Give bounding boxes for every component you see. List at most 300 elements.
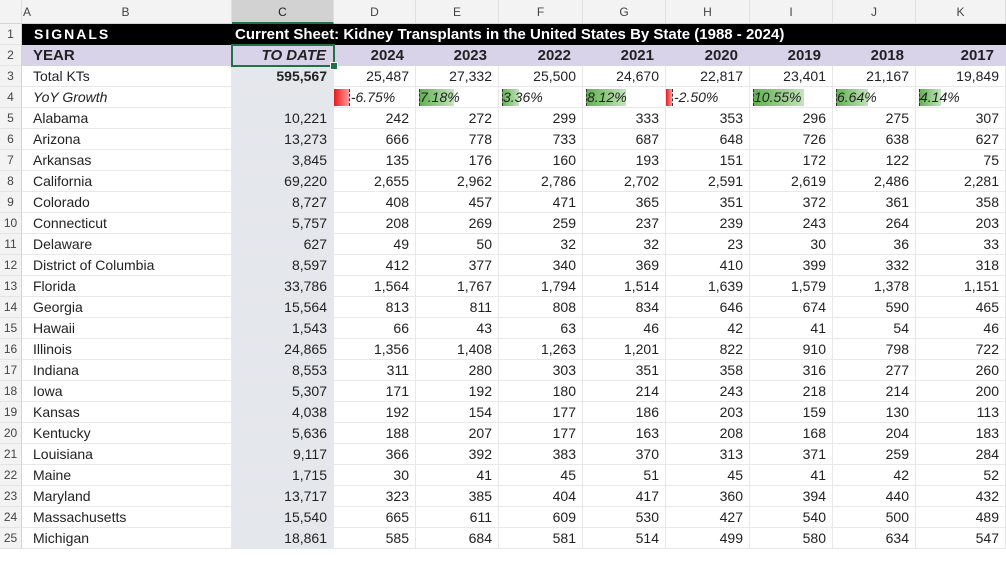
state-year-value[interactable]: 2,486 xyxy=(833,171,916,192)
row-number[interactable]: 3 xyxy=(0,66,22,87)
state-year-value[interactable]: 66 xyxy=(334,318,416,339)
state-year-value[interactable]: 163 xyxy=(583,423,666,444)
state-year-value[interactable]: 581 xyxy=(499,528,583,549)
row-number[interactable]: 12 xyxy=(0,255,22,276)
state-year-value[interactable]: 303 xyxy=(499,360,583,381)
state-year-value[interactable]: 394 xyxy=(750,486,833,507)
state-to-date[interactable]: 69,220 xyxy=(232,171,334,192)
row-number[interactable]: 10 xyxy=(0,213,22,234)
growth-percent: -6.75% xyxy=(350,89,396,105)
state-to-date[interactable]: 8,597 xyxy=(232,255,334,276)
state-year-value[interactable]: 499 xyxy=(666,528,750,549)
state-year-value[interactable]: 366 xyxy=(334,444,416,465)
state-to-date[interactable]: 24,865 xyxy=(232,339,334,360)
state-year-value[interactable]: 333 xyxy=(583,108,666,129)
state-year-value[interactable]: 42 xyxy=(666,318,750,339)
state-to-date[interactable]: 8,727 xyxy=(232,192,334,213)
state-name[interactable]: Georgia xyxy=(22,297,232,318)
state-year-value[interactable]: 465 xyxy=(916,297,1006,318)
row-number[interactable]: 9 xyxy=(0,192,22,213)
state-year-value[interactable]: 646 xyxy=(666,297,750,318)
state-year-value[interactable]: 177 xyxy=(499,423,583,444)
state-year-value[interactable]: 722 xyxy=(916,339,1006,360)
state-year-value[interactable]: 1,794 xyxy=(499,276,583,297)
year-label: YEAR xyxy=(22,45,232,66)
state-year-value[interactable]: 168 xyxy=(750,423,833,444)
state-year-value[interactable]: 41 xyxy=(750,318,833,339)
state-year-value[interactable]: 2,619 xyxy=(750,171,833,192)
state-year-value[interactable]: 172 xyxy=(750,150,833,171)
state-year-value[interactable]: 726 xyxy=(750,129,833,150)
state-year-value[interactable]: 371 xyxy=(750,444,833,465)
state-year-value[interactable]: 122 xyxy=(833,150,916,171)
state-year-value[interactable]: 277 xyxy=(833,360,916,381)
state-year-value[interactable]: 43 xyxy=(416,318,499,339)
state-year-value[interactable]: 778 xyxy=(416,129,499,150)
state-name[interactable]: California xyxy=(22,171,232,192)
state-year-value[interactable]: 42 xyxy=(833,465,916,486)
total-value[interactable]: 22,817 xyxy=(666,66,750,87)
state-year-value[interactable]: 208 xyxy=(334,213,416,234)
state-year-value[interactable]: 30 xyxy=(334,465,416,486)
sheet-row-22 xyxy=(0,465,1006,486)
state-year-value[interactable]: 383 xyxy=(499,444,583,465)
state-year-value[interactable]: 36 xyxy=(833,234,916,255)
state-name[interactable]: Arkansas xyxy=(22,150,232,171)
state-year-value[interactable]: 113 xyxy=(916,402,1006,423)
state-year-value[interactable]: 674 xyxy=(750,297,833,318)
sheet-row-10 xyxy=(0,213,1006,234)
state-name[interactable]: Maine xyxy=(22,465,232,486)
state-year-value[interactable]: 500 xyxy=(833,507,916,528)
state-name[interactable]: Florida xyxy=(22,276,232,297)
year-header[interactable]: 2022 xyxy=(499,45,583,66)
state-year-value[interactable]: 2,281 xyxy=(916,171,1006,192)
state-to-date[interactable]: 33,786 xyxy=(232,276,334,297)
state-year-value[interactable]: 41 xyxy=(416,465,499,486)
column-header-i[interactable]: I xyxy=(750,0,833,24)
state-year-value[interactable]: 1,201 xyxy=(583,339,666,360)
sheet-title: Current Sheet: Kidney Transplants in the United States By State (1988 - 2024) xyxy=(232,24,1006,45)
state-year-value[interactable]: 154 xyxy=(416,402,499,423)
column-header-f[interactable]: F xyxy=(499,0,583,24)
state-year-value[interactable]: 192 xyxy=(416,381,499,402)
state-to-date[interactable]: 5,307 xyxy=(232,381,334,402)
state-name[interactable]: Kansas xyxy=(22,402,232,423)
state-year-value[interactable]: 260 xyxy=(916,360,1006,381)
state-year-value[interactable]: 370 xyxy=(583,444,666,465)
state-year-value[interactable]: 214 xyxy=(833,381,916,402)
state-year-value[interactable]: 2,786 xyxy=(499,171,583,192)
state-year-value[interactable]: 808 xyxy=(499,297,583,318)
state-name[interactable]: Maryland xyxy=(22,486,232,507)
signals-label: SIGNALS xyxy=(22,24,232,45)
state-year-value[interactable]: 733 xyxy=(499,129,583,150)
state-year-value[interactable]: 311 xyxy=(334,360,416,381)
state-name[interactable]: Alabama xyxy=(22,108,232,129)
total-value[interactable]: 27,332 xyxy=(416,66,499,87)
state-to-date[interactable]: 15,564 xyxy=(232,297,334,318)
state-year-value[interactable]: 243 xyxy=(750,213,833,234)
row-number[interactable]: 8 xyxy=(0,171,22,192)
growth-percent: 6.64% xyxy=(837,89,877,105)
state-year-value[interactable]: 353 xyxy=(666,108,750,129)
state-year-value[interactable]: 412 xyxy=(334,255,416,276)
state-year-value[interactable]: 580 xyxy=(750,528,833,549)
state-to-date[interactable]: 5,757 xyxy=(232,213,334,234)
sheet-row-21 xyxy=(0,444,1006,465)
row-number[interactable]: 23 xyxy=(0,486,22,507)
state-year-value[interactable]: 1,408 xyxy=(416,339,499,360)
state-year-value[interactable]: 530 xyxy=(583,507,666,528)
state-year-value[interactable]: 41 xyxy=(750,465,833,486)
state-year-value[interactable]: 208 xyxy=(666,423,750,444)
yoy-growth-cell[interactable] xyxy=(916,87,1006,108)
total-to-date[interactable]: 595,567 xyxy=(232,66,334,87)
state-year-value[interactable]: 203 xyxy=(916,213,1006,234)
state-year-value[interactable]: 52 xyxy=(916,465,1006,486)
state-name[interactable]: Illinois xyxy=(22,339,232,360)
sheet-row-4 xyxy=(0,87,1006,108)
state-year-value[interactable]: 822 xyxy=(666,339,750,360)
state-year-value[interactable]: 200 xyxy=(916,381,1006,402)
state-year-value[interactable]: 798 xyxy=(833,339,916,360)
select-all-corner[interactable] xyxy=(0,0,22,24)
state-year-value[interactable]: 369 xyxy=(583,255,666,276)
total-value[interactable]: 24,670 xyxy=(583,66,666,87)
sheet-row-6 xyxy=(0,129,1006,150)
column-header-k[interactable]: K xyxy=(916,0,1006,24)
state-year-value[interactable]: 351 xyxy=(666,192,750,213)
state-to-date[interactable]: 9,117 xyxy=(232,444,334,465)
year-header[interactable]: 2023 xyxy=(416,45,499,66)
state-year-value[interactable]: 33 xyxy=(916,234,1006,255)
state-year-value[interactable]: 218 xyxy=(750,381,833,402)
state-year-value[interactable]: 365 xyxy=(583,192,666,213)
state-year-value[interactable]: 638 xyxy=(833,129,916,150)
state-year-value[interactable]: 49 xyxy=(334,234,416,255)
growth-percent: -2.50% xyxy=(674,89,719,105)
state-year-value[interactable]: 316 xyxy=(750,360,833,381)
column-header-c[interactable]: C xyxy=(232,0,334,24)
state-year-value[interactable]: 399 xyxy=(750,255,833,276)
row-number[interactable]: 25 xyxy=(0,528,22,549)
state-name[interactable]: Colorado xyxy=(22,192,232,213)
state-year-value[interactable]: 404 xyxy=(499,486,583,507)
yoy-growth-cell[interactable] xyxy=(666,87,750,108)
state-year-value[interactable]: 392 xyxy=(416,444,499,465)
row-number[interactable]: 1 xyxy=(0,24,22,45)
state-year-value[interactable]: 50 xyxy=(416,234,499,255)
state-year-value[interactable]: 1,263 xyxy=(499,339,583,360)
state-year-value[interactable]: 457 xyxy=(416,192,499,213)
state-year-value[interactable]: 280 xyxy=(416,360,499,381)
state-year-value[interactable]: 687 xyxy=(583,129,666,150)
state-year-value[interactable]: 186 xyxy=(583,402,666,423)
total-value[interactable]: 21,167 xyxy=(833,66,916,87)
state-year-value[interactable]: 585 xyxy=(334,528,416,549)
sheet-row-25 xyxy=(0,528,1006,549)
state-year-value[interactable]: 332 xyxy=(833,255,916,276)
year-header[interactable]: 2024 xyxy=(334,45,416,66)
state-year-value[interactable]: 32 xyxy=(499,234,583,255)
state-year-value[interactable]: 627 xyxy=(916,129,1006,150)
state-to-date[interactable]: 3,845 xyxy=(232,150,334,171)
total-value[interactable]: 19,849 xyxy=(916,66,1006,87)
state-name[interactable]: Indiana xyxy=(22,360,232,381)
total-value[interactable]: 25,487 xyxy=(334,66,416,87)
row-number[interactable]: 2 xyxy=(0,45,22,66)
state-year-value[interactable]: 361 xyxy=(833,192,916,213)
state-year-value[interactable]: 811 xyxy=(416,297,499,318)
state-year-value[interactable]: 372 xyxy=(750,192,833,213)
state-year-value[interactable]: 135 xyxy=(334,150,416,171)
state-to-date[interactable]: 18,861 xyxy=(232,528,334,549)
state-year-value[interactable]: 299 xyxy=(499,108,583,129)
state-year-value[interactable]: 243 xyxy=(666,381,750,402)
state-year-value[interactable]: 193 xyxy=(583,150,666,171)
growth-percent: 8.12% xyxy=(587,89,627,105)
sheet-row-12 xyxy=(0,255,1006,276)
row-number[interactable]: 4 xyxy=(0,87,22,108)
state-year-value[interactable]: 540 xyxy=(750,507,833,528)
state-name[interactable]: District of Columbia xyxy=(22,255,232,276)
yoy-growth-label: YoY Growth xyxy=(22,87,232,108)
yoy-growth-cell[interactable] xyxy=(583,87,666,108)
state-year-value[interactable]: 171 xyxy=(334,381,416,402)
state-name[interactable]: Massachusetts xyxy=(22,507,232,528)
year-header[interactable]: 2017 xyxy=(916,45,1006,66)
state-year-value[interactable]: 203 xyxy=(666,402,750,423)
column-header-g[interactable]: G xyxy=(583,0,666,24)
yoy-growth-cell[interactable] xyxy=(334,87,416,108)
state-year-value[interactable]: 63 xyxy=(499,318,583,339)
row-number[interactable]: 19 xyxy=(0,402,22,423)
yoy-growth-cell[interactable] xyxy=(833,87,916,108)
state-year-value[interactable]: 910 xyxy=(750,339,833,360)
state-year-value[interactable]: 259 xyxy=(499,213,583,234)
state-year-value[interactable]: 609 xyxy=(499,507,583,528)
sheet-row-15 xyxy=(0,318,1006,339)
row-number[interactable]: 17 xyxy=(0,360,22,381)
state-name[interactable]: Arizona xyxy=(22,129,232,150)
state-year-value[interactable]: 471 xyxy=(499,192,583,213)
state-year-value[interactable]: 192 xyxy=(334,402,416,423)
state-year-value[interactable]: 307 xyxy=(916,108,1006,129)
row-number[interactable]: 15 xyxy=(0,318,22,339)
state-year-value[interactable]: 1,378 xyxy=(833,276,916,297)
state-year-value[interactable]: 237 xyxy=(583,213,666,234)
state-to-date[interactable]: 627 xyxy=(232,234,334,255)
state-to-date[interactable]: 1,543 xyxy=(232,318,334,339)
state-year-value[interactable]: 32 xyxy=(583,234,666,255)
state-year-value[interactable]: 340 xyxy=(499,255,583,276)
state-year-value[interactable]: 130 xyxy=(833,402,916,423)
fill-handle[interactable] xyxy=(330,62,338,70)
state-year-value[interactable]: 2,655 xyxy=(334,171,416,192)
yoy-to-date-empty[interactable] xyxy=(232,87,334,108)
state-year-value[interactable]: 160 xyxy=(499,150,583,171)
state-year-value[interactable]: 188 xyxy=(334,423,416,444)
sheet-row-24 xyxy=(0,507,1006,528)
state-year-value[interactable]: 611 xyxy=(416,507,499,528)
state-year-value[interactable]: 46 xyxy=(583,318,666,339)
row-number[interactable]: 5 xyxy=(0,108,22,129)
state-year-value[interactable]: 377 xyxy=(416,255,499,276)
state-year-value[interactable]: 648 xyxy=(666,129,750,150)
row-number[interactable]: 14 xyxy=(0,297,22,318)
yoy-growth-cell[interactable] xyxy=(750,87,833,108)
state-year-value[interactable]: 23 xyxy=(666,234,750,255)
sheet-row-11 xyxy=(0,234,1006,255)
state-year-value[interactable]: 46 xyxy=(916,318,1006,339)
state-year-value[interactable]: 417 xyxy=(583,486,666,507)
state-year-value[interactable]: 666 xyxy=(334,129,416,150)
state-year-value[interactable]: 351 xyxy=(583,360,666,381)
row-number[interactable]: 22 xyxy=(0,465,22,486)
state-year-value[interactable]: 259 xyxy=(833,444,916,465)
state-year-value[interactable]: 410 xyxy=(666,255,750,276)
state-year-value[interactable]: 1,151 xyxy=(916,276,1006,297)
row-number[interactable]: 13 xyxy=(0,276,22,297)
state-year-value[interactable]: 385 xyxy=(416,486,499,507)
state-year-value[interactable]: 242 xyxy=(334,108,416,129)
column-header-d[interactable]: D xyxy=(334,0,416,24)
state-year-value[interactable]: 427 xyxy=(666,507,750,528)
state-year-value[interactable]: 183 xyxy=(916,423,1006,444)
state-to-date[interactable]: 4,038 xyxy=(232,402,334,423)
sheet-row-9 xyxy=(0,192,1006,213)
year-header[interactable]: 2021 xyxy=(583,45,666,66)
total-value[interactable]: 23,401 xyxy=(750,66,833,87)
state-to-date[interactable]: 15,540 xyxy=(232,507,334,528)
yoy-growth-cell[interactable] xyxy=(499,87,583,108)
row-number[interactable]: 16 xyxy=(0,339,22,360)
yoy-growth-cell[interactable] xyxy=(416,87,499,108)
state-name[interactable]: Kentucky xyxy=(22,423,232,444)
state-year-value[interactable]: 2,962 xyxy=(416,171,499,192)
growth-percent: 10.55% xyxy=(754,89,802,105)
state-name[interactable]: Michigan xyxy=(22,528,232,549)
state-year-value[interactable]: 264 xyxy=(833,213,916,234)
state-name[interactable]: Connecticut xyxy=(22,213,232,234)
state-year-value[interactable]: 360 xyxy=(666,486,750,507)
state-year-value[interactable]: 151 xyxy=(666,150,750,171)
year-header[interactable]: 2020 xyxy=(666,45,750,66)
sheet-row-17 xyxy=(0,360,1006,381)
sheet-row-19 xyxy=(0,402,1006,423)
state-year-value[interactable]: 1,579 xyxy=(750,276,833,297)
column-header-e[interactable]: E xyxy=(416,0,499,24)
state-year-value[interactable]: 547 xyxy=(916,528,1006,549)
state-year-value[interactable]: 1,639 xyxy=(666,276,750,297)
state-year-value[interactable]: 1,356 xyxy=(334,339,416,360)
column-header-j[interactable]: J xyxy=(833,0,916,24)
state-year-value[interactable]: 358 xyxy=(666,360,750,381)
year-header[interactable]: 2019 xyxy=(750,45,833,66)
state-year-value[interactable]: 177 xyxy=(499,402,583,423)
row-number[interactable]: 6 xyxy=(0,129,22,150)
state-name[interactable]: Iowa xyxy=(22,381,232,402)
state-year-value[interactable]: 590 xyxy=(833,297,916,318)
state-year-value[interactable]: 30 xyxy=(750,234,833,255)
state-to-date[interactable]: 8,553 xyxy=(232,360,334,381)
state-year-value[interactable]: 665 xyxy=(334,507,416,528)
state-to-date[interactable]: 1,715 xyxy=(232,465,334,486)
sheet-row-5 xyxy=(0,108,1006,129)
state-name[interactable]: Delaware xyxy=(22,234,232,255)
state-to-date[interactable]: 13,717 xyxy=(232,486,334,507)
state-year-value[interactable]: 1,767 xyxy=(416,276,499,297)
state-year-value[interactable]: 358 xyxy=(916,192,1006,213)
total-value[interactable]: 25,500 xyxy=(499,66,583,87)
state-year-value[interactable]: 2,702 xyxy=(583,171,666,192)
state-year-value[interactable]: 51 xyxy=(583,465,666,486)
state-year-value[interactable]: 684 xyxy=(416,528,499,549)
state-year-value[interactable]: 272 xyxy=(416,108,499,129)
state-year-value[interactable]: 313 xyxy=(666,444,750,465)
state-year-value[interactable]: 296 xyxy=(750,108,833,129)
state-year-value[interactable]: 1,514 xyxy=(583,276,666,297)
state-year-value[interactable]: 269 xyxy=(416,213,499,234)
state-year-value[interactable]: 54 xyxy=(833,318,916,339)
state-year-value[interactable]: 318 xyxy=(916,255,1006,276)
sheet-row-14 xyxy=(0,297,1006,318)
row-number[interactable]: 7 xyxy=(0,150,22,171)
state-year-value[interactable]: 1,564 xyxy=(334,276,416,297)
state-year-value[interactable]: 45 xyxy=(499,465,583,486)
state-year-value[interactable]: 159 xyxy=(750,402,833,423)
to-date-header[interactable]: TO DATE xyxy=(232,45,334,66)
row-number[interactable]: 24 xyxy=(0,507,22,528)
state-year-value[interactable]: 408 xyxy=(334,192,416,213)
state-year-value[interactable]: 2,591 xyxy=(666,171,750,192)
state-to-date[interactable]: 10,221 xyxy=(232,108,334,129)
state-year-value[interactable]: 45 xyxy=(666,465,750,486)
column-header-b[interactable]: B xyxy=(34,0,232,24)
column-header-h[interactable]: H xyxy=(666,0,750,24)
column-header-a[interactable]: A xyxy=(22,0,34,24)
state-year-value[interactable]: 284 xyxy=(916,444,1006,465)
state-year-value[interactable]: 275 xyxy=(833,108,916,129)
row-number[interactable]: 18 xyxy=(0,381,22,402)
state-year-value[interactable]: 432 xyxy=(916,486,1006,507)
state-year-value[interactable]: 634 xyxy=(833,528,916,549)
state-year-value[interactable]: 75 xyxy=(916,150,1006,171)
state-year-value[interactable]: 204 xyxy=(833,423,916,444)
state-to-date[interactable]: 5,636 xyxy=(232,423,334,444)
state-name[interactable]: Louisiana xyxy=(22,444,232,465)
row-number[interactable]: 11 xyxy=(0,234,22,255)
row-number[interactable]: 20 xyxy=(0,423,22,444)
state-year-value[interactable]: 813 xyxy=(334,297,416,318)
state-year-value[interactable]: 239 xyxy=(666,213,750,234)
state-year-value[interactable]: 834 xyxy=(583,297,666,318)
state-year-value[interactable]: 180 xyxy=(499,381,583,402)
state-to-date[interactable]: 13,273 xyxy=(232,129,334,150)
state-year-value[interactable]: 207 xyxy=(416,423,499,444)
sheet-row-16 xyxy=(0,339,1006,360)
state-name[interactable]: Hawaii xyxy=(22,318,232,339)
row-number[interactable]: 21 xyxy=(0,444,22,465)
state-year-value[interactable]: 440 xyxy=(833,486,916,507)
year-header[interactable]: 2018 xyxy=(833,45,916,66)
state-year-value[interactable]: 489 xyxy=(916,507,1006,528)
state-year-value[interactable]: 514 xyxy=(583,528,666,549)
state-year-value[interactable]: 323 xyxy=(334,486,416,507)
state-year-value[interactable]: 176 xyxy=(416,150,499,171)
state-year-value[interactable]: 214 xyxy=(583,381,666,402)
